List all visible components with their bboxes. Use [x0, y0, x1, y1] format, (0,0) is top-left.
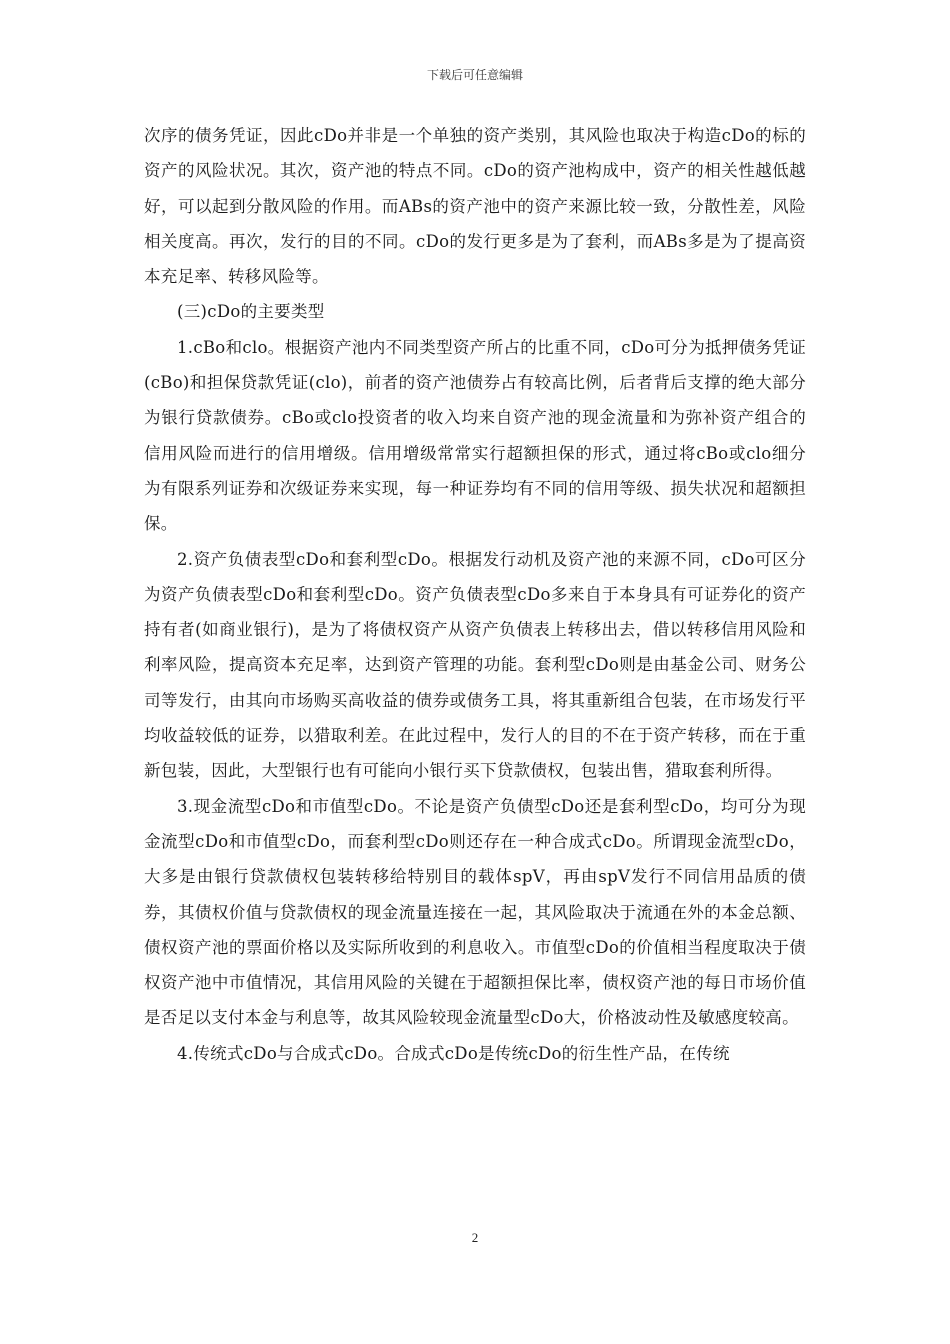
section-heading: (三)cDo的主要类型: [177, 302, 325, 322]
paragraph-traditional-synthetic: 4.传统式cDo与合成式cDo。合成式cDo是传统cDo的衍生性产品，在传统: [177, 1043, 730, 1063]
paragraph-cbo-clo: 1.cBo和clo。根据资产池内不同类型资产所占的比重不同，cDo可分为抵押债务凭证(cBo)和担保贷款凭证(clo)，前者的资产池债券占有较高比例，后者背后支撑的绝大部分为银行贷款债券。cBo或clo投资者的收入均来自资产池的现金流量和为弥补资产组合的信用风险而进行的信用增级。信用增级常常实行超额担保的形式，通过将cBo或clo细分为有限系列证券和次级证券来实现，每一种证券均有不同的信用等级、损失状况和超额担保。: [144, 337, 806, 534]
paragraph-continuation: 次序的债务凭证，因此cDo并非是一个单独的资产类别，其风险也取决于构造cDo的标的资产的风险状况。其次，资产池的特点不同。cDo的资产池构成中，资产的相关性越低越好，可以起到分散风险的作用。而ABs的资产池中的资产来源比较一致，分散性差，风险相关度高。再次，发行的目的不同。cDo的发行更多是为了套利，而ABs多是为了提高资本充足率、转移风险等。: [144, 126, 806, 287]
page-number: 2: [471, 1230, 479, 1245]
document-body: [144, 118, 806, 1071]
paragraph-balance-sheet-arbitrage: 2.资产负债表型cDo和套利型cDo。根据发行动机及资产池的来源不同，cDo可区分为资产负债表型cDo和套利型cDo。资产负债表型cDo多来自于本身具有可证券化的资产持有者(如商业银行)，是为了将债权资产从资产负债表上转移出去，借以转移信用风险和利率风险，提高资本充足率，达到资产管理的功能。套利型cDo则是由基金公司、财务公司等发行，由其向市场购买高收益的债券或债务工具，将其重新组合包装，在市场发行平均收益较低的证券，以猎取利差。在此过程中，发行人的目的不在于资产转移，而在于重新包装，因此，大型银行也有可能向小银行买下贷款债权，包装出售，猎取套利所得。: [144, 549, 806, 781]
page-header: 下载后可任意编辑: [426, 68, 523, 82]
paragraph-cashflow-market-value: 3.现金流型cDo和市值型cDo。不论是资产负债型cDo还是套利型cDo，均可分为现金流型cDo和市值型cDo，而套利型cDo则还存在一种合成式cDo。所谓现金流型cDo，大多是由银行贷款债权包装转移给特别目的载体spV，再由spV发行不同信用品质的债券，其债权价值与贷款债权的现金流量连接在一起，其风险取决于流通在外的本金总额、债权资产池的票面价格以及实际所收到的利息收入。市值型cDo的价值相当程度取决于债权资产池中市值情况，其信用风险的关键在于超额担保比率，债权资产池的每日市场价值是否足以支付本金与利息等，故其风险较现金流量型cDo大，价格波动性及敏感度较高。: [144, 796, 806, 1028]
